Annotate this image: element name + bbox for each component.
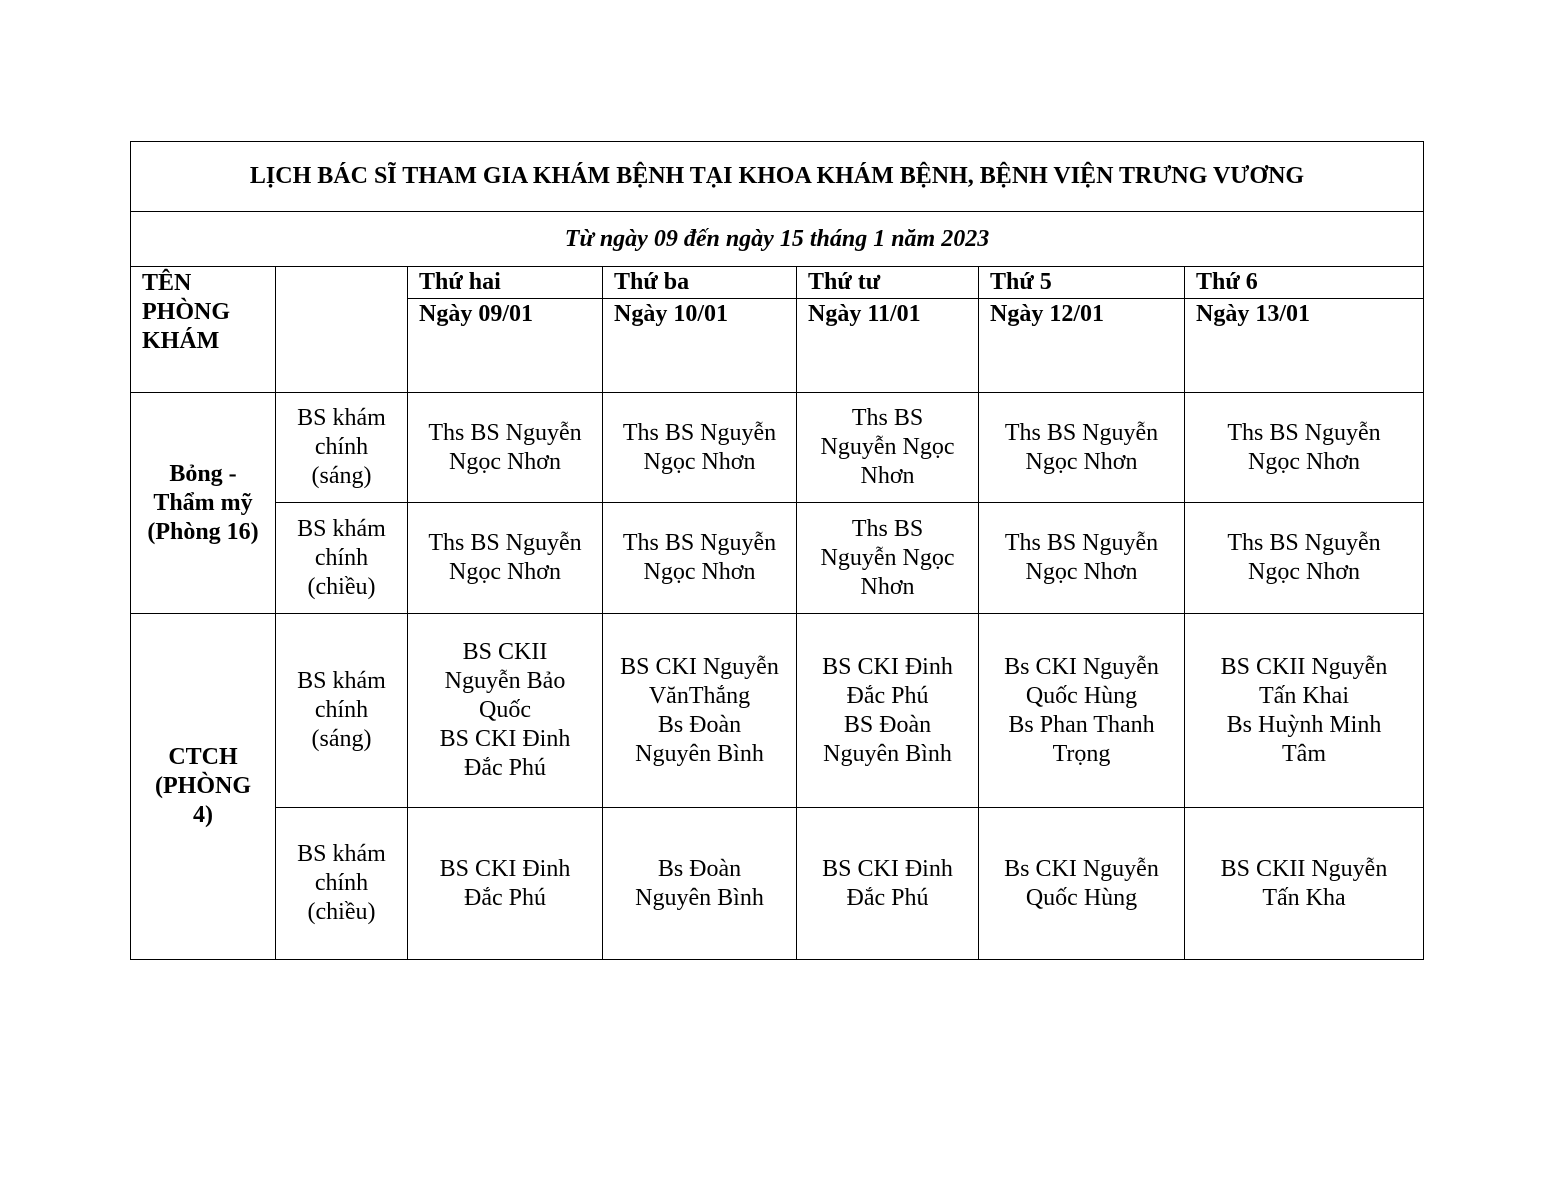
session-text-line: chính (314, 434, 369, 460)
day-date-header: Ngày 09/01 (408, 299, 603, 393)
doctor-cell (408, 808, 603, 960)
doctor-text-line: Quốc (479, 697, 531, 723)
session-text-line: (sáng) (311, 726, 372, 752)
doctor-text-line: Trọng (1052, 740, 1111, 767)
doctor-text-line: Đắc Phú (846, 682, 929, 709)
doctor-text-line: Ths BS (851, 515, 924, 542)
doctor-cell (1185, 808, 1424, 960)
header-text-line: KHÁM (142, 328, 220, 354)
doctor-text-line: Bs Đoàn (657, 711, 742, 738)
doctor-cell (979, 393, 1185, 503)
doctor-text-line: Ths BS Nguyễn (1004, 419, 1159, 446)
doctor-cell (1185, 503, 1424, 614)
doctor-text-line: Ngọc Nhơn (1025, 448, 1138, 475)
doctor-text-line: Ngọc Nhơn (1248, 448, 1361, 475)
doctor-text-line: Nguyễn Ngọc (820, 434, 955, 460)
doctor-text-line: BS CKI Đinh (439, 726, 571, 752)
room-text-line: CTCH (168, 744, 238, 770)
session-text-line: (chiều) (307, 899, 376, 925)
day-name-header: Thứ hai (408, 267, 603, 299)
doctor-text-line: Bs Huỳnh Minh (1226, 711, 1382, 738)
doctor-text-line: Ths BS Nguyễn (1227, 530, 1381, 556)
session-cell (276, 393, 408, 503)
doctor-text-line: Ths BS Nguyễn (1004, 530, 1159, 556)
doctor-cell (408, 614, 603, 808)
doctor-text-line: Ngọc Nhơn (448, 448, 561, 475)
schedule-table (130, 141, 1424, 960)
doctor-text-line: Quốc Hùng (1025, 682, 1138, 709)
session-text-line: BS khám (297, 515, 386, 542)
session-text-line: BS khám (297, 668, 386, 694)
day-date-header: Ngày 12/01 (979, 299, 1185, 393)
doctor-text-line: Ths BS Nguyễn (622, 419, 777, 446)
session-text-line: (sáng) (311, 463, 372, 489)
doctor-text-line: BS CKI Nguyễn (620, 653, 779, 680)
doctor-text-line: Ths BS Nguyễn (428, 419, 582, 446)
doctor-text-line: BS CKI Đinh (822, 653, 953, 680)
session-text-line: chính (314, 544, 369, 571)
room-name-cell (131, 393, 276, 614)
day-name-header: Thứ 5 (979, 267, 1185, 299)
doctor-cell (979, 808, 1185, 960)
room-text-line: (Phòng 16) (147, 518, 259, 545)
doctor-cell (1185, 393, 1424, 503)
doctor-cell (797, 808, 979, 960)
doctor-cell (408, 503, 603, 614)
session-text-line: chính (314, 870, 369, 896)
doctor-text-line: Tấn Khai (1259, 682, 1349, 709)
session-cell (276, 808, 408, 960)
doctor-cell (603, 808, 797, 960)
day-date-header: Ngày 11/01 (797, 299, 979, 393)
doctor-text-line: Bs CKI Nguyễn (1004, 855, 1159, 882)
doctor-text-line: Đắc Phú (846, 884, 929, 911)
doctor-text-line: BS CKII (462, 639, 548, 665)
room-text-line: (PHÒNG (155, 773, 251, 799)
doctor-text-line: BS Đoàn (843, 711, 932, 738)
doctor-text-line: Ths BS Nguyễn (1227, 419, 1381, 446)
doctor-text-line: BS CKI Đinh (439, 855, 571, 882)
doctor-text-line: Ngọc Nhơn (1025, 559, 1138, 585)
doctor-text-line: Nhơn (860, 463, 915, 489)
day-name-header: Thứ 6 (1185, 267, 1424, 299)
doctor-text-line: Nguyên Bình (635, 884, 764, 911)
session-text-line: (chiều) (307, 573, 376, 600)
doctor-text-line: Ths BS (851, 405, 924, 431)
doctor-cell (1185, 614, 1424, 808)
doctor-text-line: Nguyễn Ngọc (820, 544, 955, 571)
doctor-text-line: BS CKII Nguyễn (1220, 855, 1388, 882)
session-cell (276, 614, 408, 808)
room-text-line: Bỏng - (169, 460, 237, 487)
header-text-line: TÊN (142, 270, 192, 296)
doctor-cell (979, 503, 1185, 614)
doctor-text-line: BS CKI Đinh (822, 855, 953, 882)
session-text-line: BS khám (297, 841, 386, 867)
day-name-header: Thứ tư (797, 267, 979, 299)
session-header-empty (276, 267, 408, 393)
doctor-text-line: Ths BS Nguyễn (622, 530, 777, 556)
doctor-text-line: Bs CKI Nguyễn (1004, 653, 1159, 680)
doctor-cell (797, 503, 979, 614)
session-text-line: BS khám (297, 405, 386, 431)
page-title: LỊCH BÁC SĨ THAM GIA KHÁM BỆNH TẠI KHOA KHÁM BỆNH, BỆNH VIỆN TRƯNG VƯƠNG (131, 142, 1424, 212)
date-range-subtitle: Từ ngày 09 đến ngày 15 tháng 1 năm 2023 (131, 212, 1424, 267)
doctor-cell (979, 614, 1185, 808)
day-name-header: Thứ ba (603, 267, 797, 299)
room-name-cell (131, 614, 276, 960)
doctor-cell (603, 393, 797, 503)
doctor-text-line: Tấn Kha (1262, 884, 1346, 911)
doctor-text-line: Ngọc Nhơn (643, 448, 756, 475)
doctor-cell (603, 614, 797, 808)
doctor-text-line: Ngọc Nhơn (448, 559, 561, 585)
doctor-cell (797, 614, 979, 808)
doctor-cell (408, 393, 603, 503)
session-cell (276, 503, 408, 614)
session-text-line: chính (314, 697, 369, 723)
doctor-text-line: Ngọc Nhơn (1248, 559, 1361, 585)
room-text-line: 4) (193, 802, 213, 828)
doctor-cell (797, 393, 979, 503)
doctor-text-line: Nguyễn Bảo (444, 668, 566, 694)
room-name-header (131, 267, 276, 393)
doctor-text-line: Đắc Phú (464, 755, 546, 781)
header-text-line: PHÒNG (142, 299, 230, 325)
doctor-text-line: VănThắng (648, 682, 751, 709)
room-text-line: Thẩm mỹ (153, 489, 253, 516)
doctor-text-line: Bs Đoàn (657, 855, 742, 882)
doctor-text-line: BS CKII Nguyễn (1220, 653, 1388, 680)
doctor-text-line: Ths BS Nguyễn (428, 530, 582, 556)
doctor-text-line: Nguyên Bình (823, 740, 952, 767)
doctor-text-line: Tâm (1282, 740, 1326, 767)
doctor-text-line: Nguyên Bình (635, 740, 764, 767)
day-date-header: Ngày 10/01 (603, 299, 797, 393)
doctor-text-line: Bs Phan Thanh (1008, 711, 1155, 738)
doctor-text-line: Quốc Hùng (1025, 884, 1138, 911)
doctor-cell (603, 503, 797, 614)
day-date-header: Ngày 13/01 (1185, 299, 1424, 393)
doctor-text-line: Nhơn (860, 573, 915, 600)
doctor-text-line: Đắc Phú (464, 884, 546, 911)
doctor-text-line: Ngọc Nhơn (643, 559, 756, 585)
